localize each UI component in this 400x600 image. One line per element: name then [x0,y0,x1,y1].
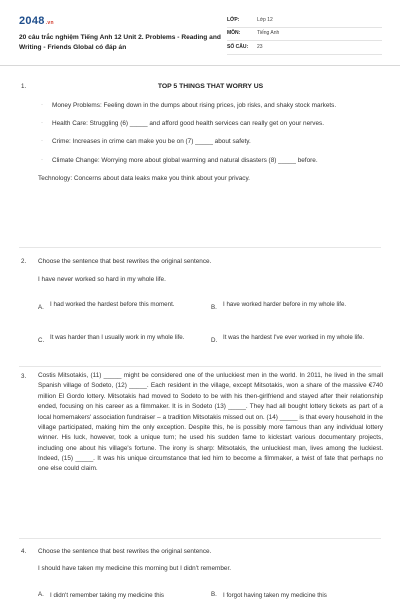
divider [19,247,381,248]
meta-row-count [227,41,382,55]
list-item [38,137,383,146]
question-number: 4. [21,548,27,555]
list-item [38,119,383,128]
option-c[interactable] [38,333,198,346]
question-instruction: Choose the sentence that best rewrites the original sentence. [38,548,212,555]
option-text: I didn't remember taking my medicine this [50,592,164,599]
bullet-icon: · [41,120,43,127]
question-body [38,256,383,285]
site-logo[interactable] [19,14,54,30]
passage-tail: Technology: Concerns about data leaks make you think about your privacy. [38,174,250,182]
document-header [0,0,400,66]
divider [19,538,381,539]
question-instruction: Choose the sentence that best rewrites the original sentence. [38,258,212,265]
question-number: 2. [21,258,27,265]
list-item [38,156,383,165]
option-d[interactable] [211,333,371,346]
passage-title: TOP 5 THINGS THAT WORRY US [157,83,264,90]
divider [19,366,381,367]
list-item-text: Health Care: Struggling (6) _____ and afford good health services can really get on your nerves. [52,120,325,128]
meta-value: Lớp 12 [257,16,273,23]
meta-value: Tiếng Anh [257,30,280,37]
meta-key: LỚP: [227,16,240,23]
option-letter: C. [38,337,45,344]
question-number: 1. [21,83,27,90]
logo-main: 2048 [19,15,45,27]
logo-suffix: .vn [45,20,54,26]
document-title: 20 câu trắc nghiệm Tiếng Anh 12 Unit 2. Problems - Reading and Writing - Friends Global có đáp án [19,34,221,51]
meta-table [227,14,382,55]
option-text: I have worked harder before in my whole life. [223,301,347,308]
meta-key: MÔN: [227,30,241,37]
meta-key: SỐ CÂU: [227,43,249,50]
option-letter: A. [38,304,44,311]
option-letter: D. [211,337,218,344]
option-letter: A. [38,591,44,598]
question-body [38,80,383,183]
meta-row-subject [227,28,382,42]
meta-value: 23 [257,43,263,50]
original-sentence: I have never worked so hard in my whole life. [38,276,166,284]
passage-text: Costis Mitsotakis, (11) _____ might be considered one of the unluckiest men in the world. In 2011, he lived in the small Spanish village of Sodeto, (12) _____. Each resident in the village, except Mitsotakis, won a share of the massive €740 million El Gordo lottery. Mitsotakis had moved to Sodeto to be with his then-girlfriend and stayed after their relationship ended, focusing on his career as a filmmaker. It is in Sodeto (13) _____. They had all bought lottery tickets as part of a local homemakers' association fundraiser – a tradition Mitsotakis missed out on. (14) _____ is that every household in the village participated, making him the only exception. Despite this, he is possibly more famous than any individual lottery winner. His luck, however, took a unique turn; he used his sudden fame to kickstart various documentary projects, including one about his village's fortune. The irony is sharp: Mitsotakis, the unluckiest man, lives among the luckiest. Indeed, (15) _____. It was his unique circumstance that led him to become a filmmaker, a twist of fate that perhaps no one else could claim. [38,372,383,473]
option-text: I forgot having taken my medicine this [223,592,327,599]
option-text: It was the hardest I've ever worked in my whole life. [223,334,365,341]
option-text: It was harder than I usually work in my whole life. [50,334,185,341]
list-item-text: Crime: Increases in crime can make you be on (7) _____ about safety. [52,138,251,146]
option-a[interactable] [38,300,198,313]
option-text: I had worked the hardest before this moment. [50,301,175,308]
bullet-icon: · [41,156,43,163]
meta-row-grade [227,14,382,28]
list-item [38,101,383,110]
question-number: 3. [21,373,27,380]
bullet-icon: · [41,138,43,145]
question-body [38,546,383,574]
option-letter: B. [211,304,217,311]
option-a[interactable] [38,591,198,600]
original-sentence: I should have taken my medicine this morning but I didn't remember. [38,565,232,573]
list-item-text: Climate Change: Worrying more about global warming and natural disasters (8) _____ before. [52,156,318,164]
question-body [38,371,383,475]
option-b[interactable] [211,300,371,313]
list-item-text: Money Problems: Feeling down in the dumps about rising prices, job risks, and shaky stock markets. [52,101,337,109]
option-b[interactable] [211,591,371,600]
bullet-icon: · [41,101,43,108]
option-letter: B. [211,591,217,598]
